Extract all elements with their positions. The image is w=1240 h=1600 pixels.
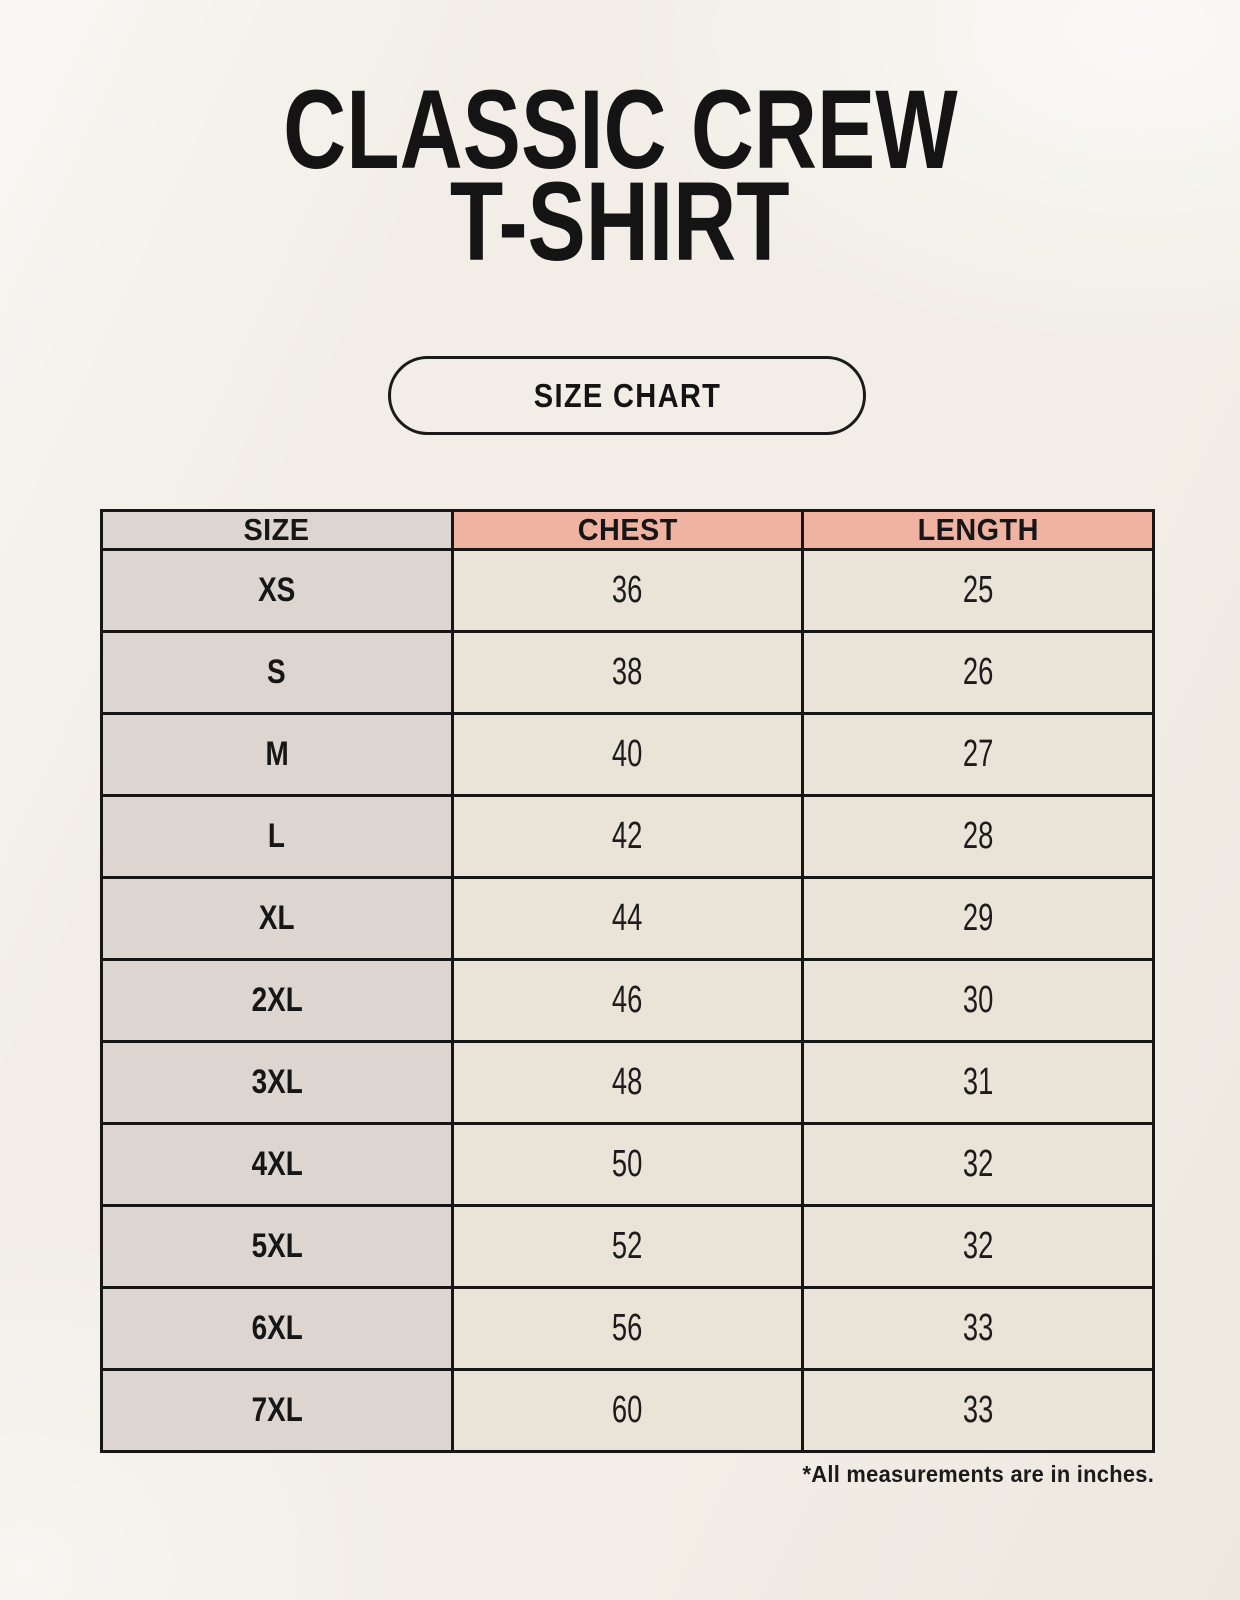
column-header-length (803, 511, 1154, 550)
column-header-chest (452, 511, 803, 550)
table-row (102, 1042, 1154, 1124)
table-row (102, 1288, 1154, 1370)
chest-value: 60 (612, 1389, 643, 1431)
chest-cell (452, 1206, 803, 1288)
chest-cell (452, 1288, 803, 1370)
chest-cell (452, 632, 803, 714)
length-value: 29 (962, 897, 994, 939)
size-cell (102, 878, 453, 960)
chest-cell (452, 1042, 803, 1124)
length-cell (803, 632, 1154, 714)
size-cell (102, 1124, 453, 1206)
chest-value: 52 (612, 1225, 643, 1267)
column-header-length-label: LENGTH (917, 512, 1039, 547)
size-cell (102, 714, 453, 796)
length-value: 27 (962, 733, 994, 775)
table-row (102, 1370, 1154, 1452)
table-row (102, 1206, 1154, 1288)
length-cell (803, 1124, 1154, 1206)
length-value: 33 (962, 1389, 994, 1431)
size-cell (102, 796, 453, 878)
column-header-chest-label: CHEST (577, 512, 678, 547)
table-row (102, 1124, 1154, 1206)
length-cell (803, 878, 1154, 960)
size-cell (102, 550, 453, 632)
chest-value: 40 (612, 733, 643, 775)
length-cell (803, 1288, 1154, 1370)
chest-cell (452, 1370, 803, 1452)
table-row (102, 796, 1154, 878)
length-cell (803, 550, 1154, 632)
length-value: 28 (962, 815, 994, 857)
size-cell (102, 1042, 453, 1124)
length-cell (803, 714, 1154, 796)
size-cell (102, 1206, 453, 1288)
size-label: 3XL (251, 1063, 303, 1101)
table-row (102, 960, 1154, 1042)
page-title-line-2 (0, 159, 1240, 284)
size-label: M (265, 735, 289, 773)
page-title (0, 67, 1240, 284)
size-cell (102, 632, 453, 714)
chest-value: 56 (612, 1307, 643, 1349)
table-row (102, 632, 1154, 714)
size-cell (102, 960, 453, 1042)
table-row (102, 878, 1154, 960)
length-value: 25 (962, 569, 994, 611)
length-value: 31 (962, 1061, 994, 1103)
size-chart-table (100, 509, 1155, 1453)
length-cell (803, 1206, 1154, 1288)
chest-cell (452, 878, 803, 960)
length-value: 33 (962, 1307, 994, 1349)
size-label: 4XL (251, 1145, 303, 1183)
chest-cell (452, 714, 803, 796)
length-cell (803, 960, 1154, 1042)
length-value: 26 (962, 651, 994, 693)
size-label: XL (259, 899, 295, 937)
size-label: 2XL (251, 981, 303, 1019)
length-value: 32 (962, 1225, 994, 1267)
length-value: 32 (962, 1143, 994, 1185)
column-header-size-label: SIZE (243, 512, 310, 547)
size-cell (102, 1288, 453, 1370)
chest-cell (452, 550, 803, 632)
size-cell (102, 1370, 453, 1452)
size-label: 6XL (251, 1309, 303, 1347)
chest-value: 44 (612, 897, 643, 939)
size-label: L (268, 817, 286, 855)
chest-cell (452, 960, 803, 1042)
chest-value: 36 (612, 569, 643, 611)
size-label: S (267, 653, 287, 691)
size-chart-button-label: SIZE CHART (533, 376, 721, 414)
length-cell (803, 796, 1154, 878)
chest-value: 50 (612, 1143, 643, 1185)
size-label: 5XL (251, 1227, 303, 1265)
chest-cell (452, 1124, 803, 1206)
page-title-line-2-text: T-SHIRT (450, 159, 790, 284)
length-cell (803, 1370, 1154, 1452)
chest-value: 38 (612, 651, 643, 693)
measurements-footnote: *All measurements are in inches. (802, 1461, 1154, 1487)
chest-value: 48 (612, 1061, 643, 1103)
length-cell (803, 1042, 1154, 1124)
chest-value: 42 (612, 815, 643, 857)
table-row (102, 550, 1154, 632)
chest-value: 46 (612, 979, 643, 1021)
page-title-line-1-text: CLASSIC CREW (282, 67, 958, 192)
size-label: 7XL (251, 1391, 303, 1429)
column-header-size (102, 511, 453, 550)
size-label: XS (258, 571, 296, 609)
table-row (102, 714, 1154, 796)
chest-cell (452, 796, 803, 878)
length-value: 30 (962, 979, 994, 1021)
size-chart-button[interactable] (388, 356, 866, 435)
table-header-row (102, 511, 1154, 550)
